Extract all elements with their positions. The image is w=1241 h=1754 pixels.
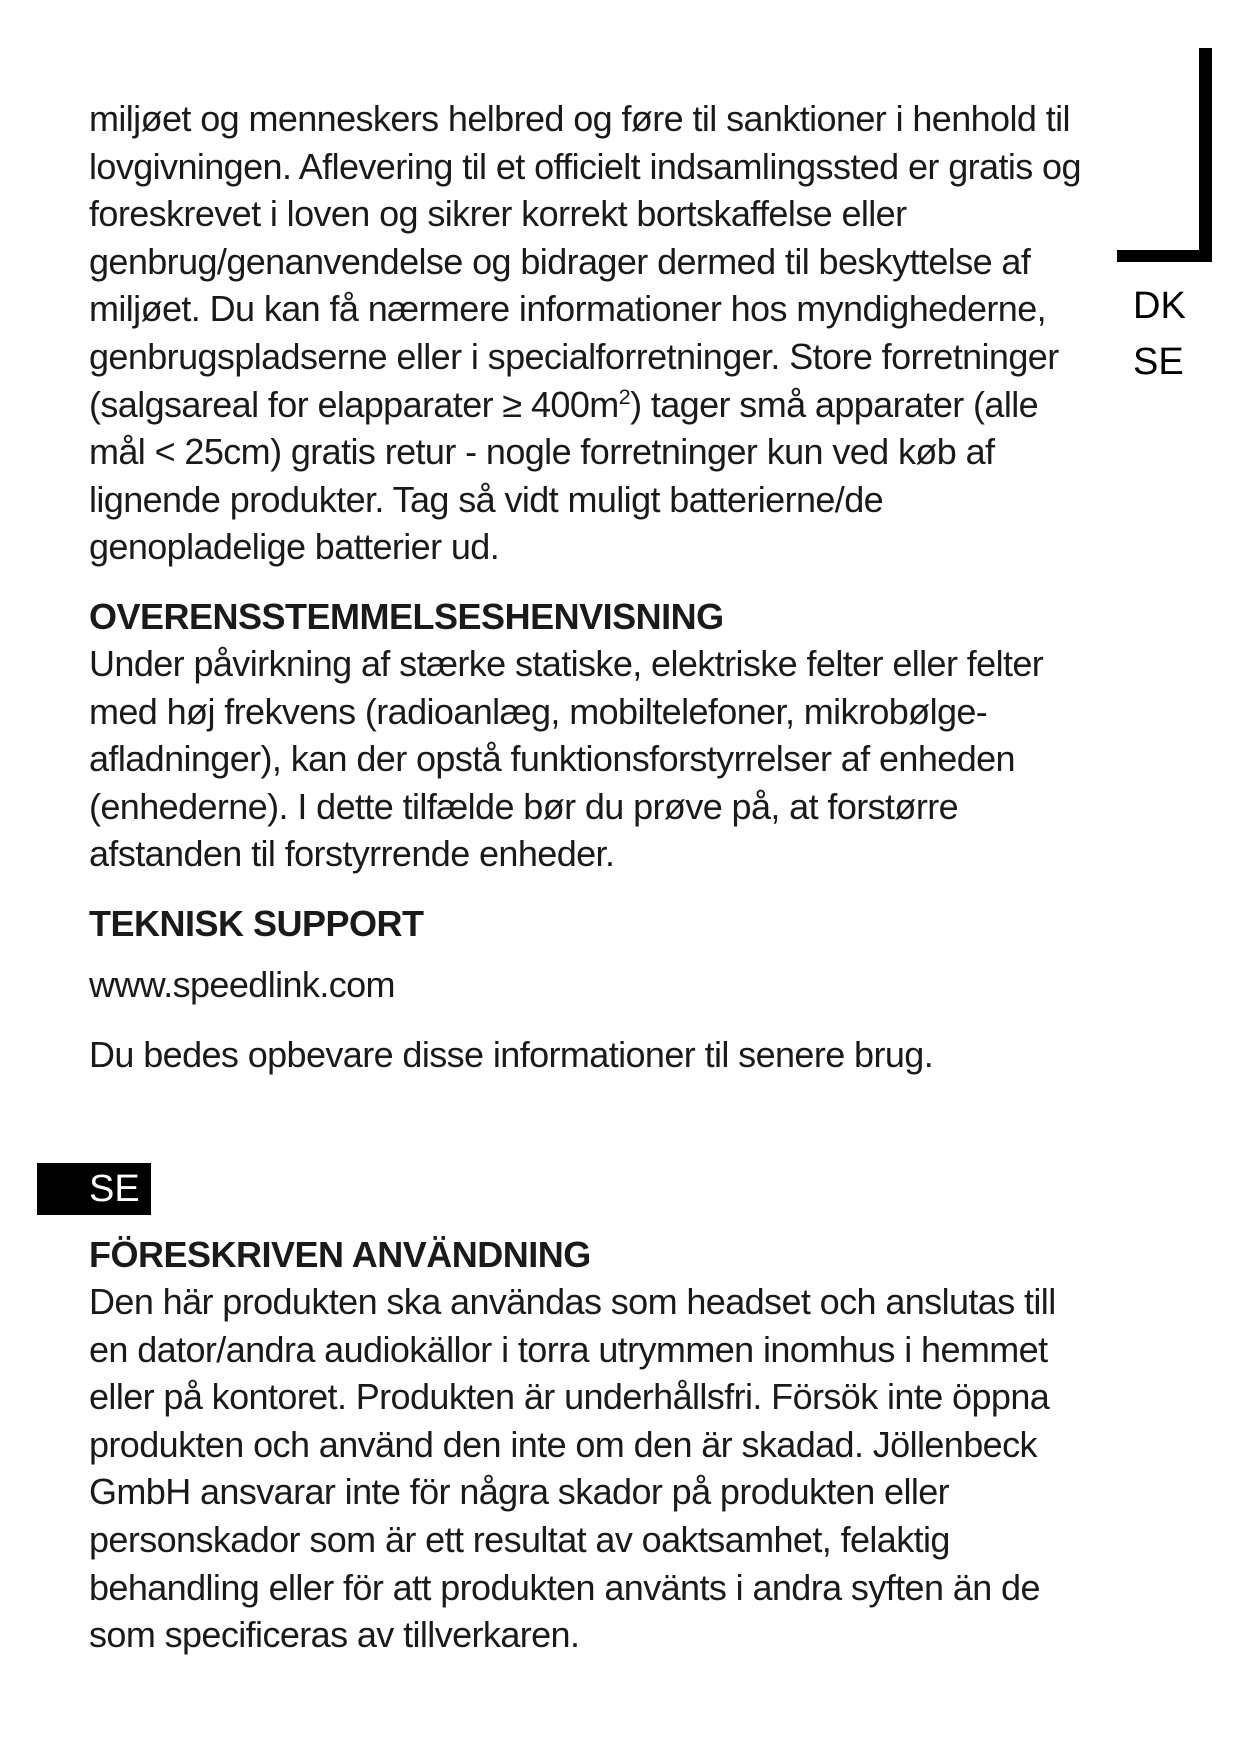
support-heading: TEKNISK SUPPORT bbox=[89, 902, 424, 944]
intended-use-text: Den här produkten ska användas som headset och anslutas till en dator/andra audiokällor i torra utrymmen inomhus i hemmet eller på kontoret. Produkten är underhållsfri. Försök inte öppna produkten och använd den inte om den är skadad. Jöllenbeck GmbH ansvarar inte för några skador på produkten eller personskador som är ett resultat av oaktsamhet, felaktig behandling eller för att produkten använts i andra syften än de som specificeras av tillverkaren. bbox=[89, 1281, 1056, 1656]
se-section bbox=[89, 1232, 1089, 1659]
disposal-paragraph bbox=[89, 95, 1089, 571]
disposal-superscript: 2 bbox=[618, 383, 631, 409]
disposal-text: miljøet og menneskers helbred og føre til sanktioner i henhold til lovgivningen. Aflevering til et officielt indsamlingssted er gratis og foreskrevet i loven og sikrer korrekt bortskaffelse eller genbrug/genanvendelse og bidrager dermed til beskyttelse af miljøet. Du kan få nærmere informationer hos myndighederne, genbrugspladserne eller i specialforretninger. Store forretninger (salgsareal for elapparater ≥ 400m bbox=[89, 98, 1081, 425]
se-language-badge: SE bbox=[37, 1163, 151, 1215]
language-index-current: DK bbox=[1133, 285, 1186, 327]
language-index-next: SE bbox=[1133, 341, 1184, 383]
intended-use-heading: FÖRESKRIVEN ANVÄNDNING bbox=[89, 1234, 591, 1275]
compliance-heading: OVERENSSTEMMELSESHENVISNING bbox=[89, 595, 724, 637]
compliance-text: Under påvirkning af stærke statiske, elektriske felter eller felter med høj frekvens (radioanlæg, mobiltelefoner, mikrobølge-afladninger), kan der opstå funktionsforstyrrelser af enheden (enhederne). I dette tilfælde bør du prøve på, at forstørre afstanden til forstyrrende enheder. bbox=[89, 642, 1044, 875]
dk-section bbox=[89, 95, 1089, 1078]
corner-bracket-mark bbox=[1117, 48, 1212, 262]
corner-bracket-vertical bbox=[1199, 48, 1212, 262]
corner-bracket-horizontal bbox=[1117, 250, 1212, 262]
language-index bbox=[1133, 278, 1186, 390]
keep-info-text: Du bedes opbevare disse informationer til senere brug. bbox=[89, 1033, 934, 1075]
disposal-text-end: ) tager små apparater (alle mål < 25cm) gratis retur - nogle forretninger kun ved køb af lignende produkter. Tag så vidt muligt batterierne/de genopladelige batterier ud. bbox=[89, 383, 1039, 568]
support-url[interactable]: www.speedlink.com bbox=[89, 963, 395, 1005]
